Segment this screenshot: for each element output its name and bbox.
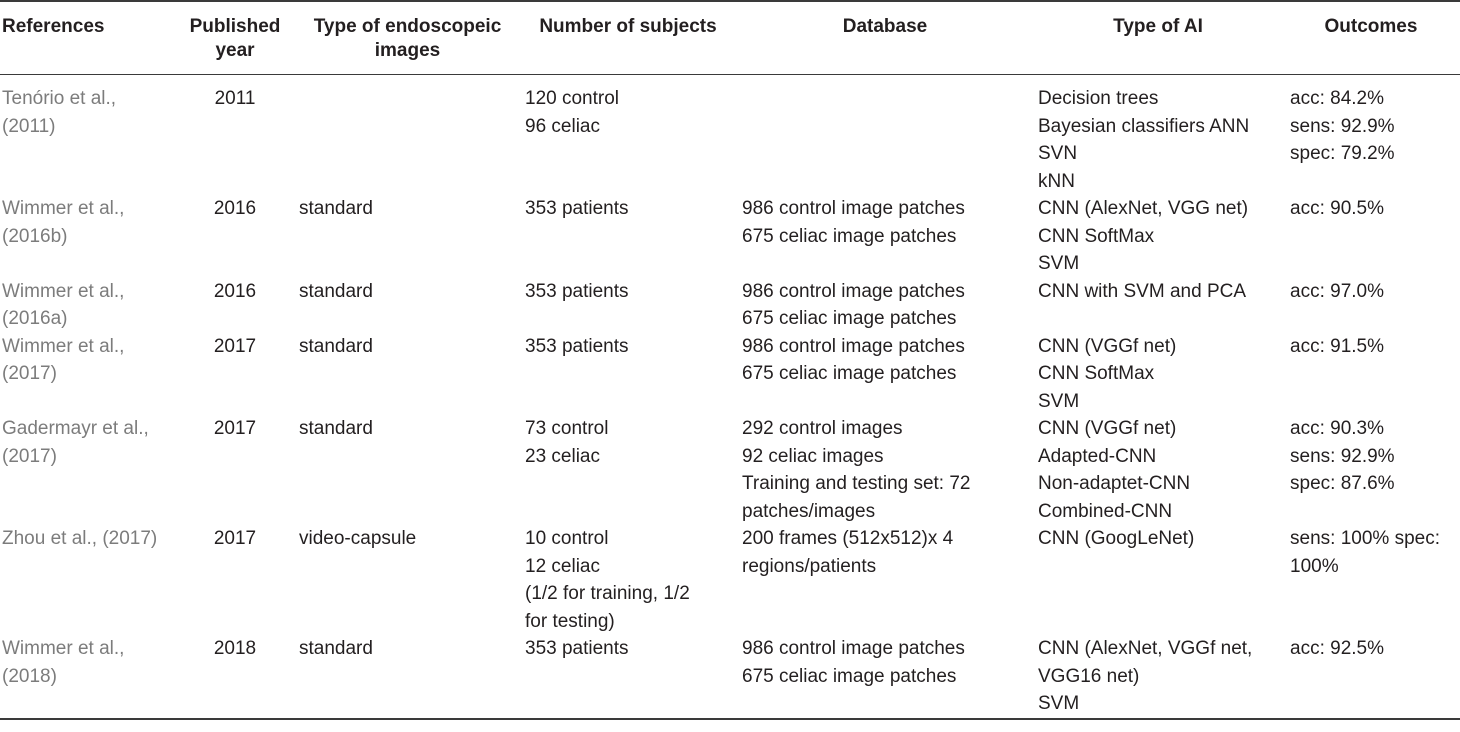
cell-reference (0, 278, 175, 333)
cell-database-line: 986 control image patches (742, 280, 965, 302)
cell-type-of-ai-line: CNN (VGGf net) (1038, 335, 1177, 357)
cell-outcomes-line: sens: 92.9% (1290, 115, 1395, 137)
table-row (0, 278, 1460, 333)
cell-outcomes-line: acc: 84.2% (1290, 88, 1384, 109)
header-type-of-images-line: images (374, 40, 441, 61)
cell-type-of-ai-line: CNN SoftMax (1038, 225, 1155, 247)
cell-type-of-ai-line: kNN (1038, 170, 1075, 192)
cell-type-of-ai-line: VGG16 net) (1038, 665, 1140, 687)
cell-outcomes-line: spec: 79.2% (1290, 143, 1395, 164)
cell-database-line: 200 frames (512x512)x 4 (742, 528, 954, 549)
cell-number-of-subjects-line: 96 celiac (525, 115, 600, 137)
cell-outcomes-line: sens: 100% spec: (1290, 528, 1440, 549)
cell-outcomes (1282, 333, 1460, 416)
cell-outcomes-line: spec: 87.6% (1290, 473, 1395, 494)
cell-image-type (295, 635, 520, 719)
cell-database-line: 292 control images (742, 418, 903, 439)
cell-outcomes (1282, 525, 1460, 635)
cell-reference-line: (2018) (2, 665, 57, 687)
cell-type-of-ai-line: CNN (AlexNet, VGGf net, (1038, 638, 1253, 659)
cell-reference-line: (2017) (2, 445, 57, 467)
cell-number-of-subjects (520, 415, 736, 525)
table-row (0, 415, 1460, 525)
cell-database-line: regions/patients (742, 555, 877, 577)
cell-reference-line: Zhou et al., (2017) (2, 528, 158, 549)
cell-outcomes-line: acc: 90.5% (1290, 198, 1384, 219)
cell-type-of-ai-line: CNN SoftMax (1038, 363, 1155, 384)
header-published-year-line: Published (189, 16, 281, 37)
table-body (0, 75, 1460, 719)
cell-number-of-subjects (520, 635, 736, 719)
cell-number-of-subjects-line: for testing) (525, 610, 615, 632)
cell-image-type (295, 278, 520, 333)
cell-outcomes-line: 100% (1290, 555, 1339, 577)
cell-type-of-ai (1034, 75, 1282, 196)
cell-number-of-subjects-line: 23 celiac (525, 445, 600, 467)
header-number-of-subjects: Number of subjects (539, 16, 717, 37)
cell-database-line: 986 control image patches (742, 335, 965, 357)
cell-image-type (295, 415, 520, 525)
cell-type-of-ai (1034, 635, 1282, 719)
cell-image-type-line: standard (299, 638, 373, 659)
cell-published-year: 2016 (213, 280, 257, 302)
cell-type-of-ai-line: SVM (1038, 253, 1080, 274)
cell-database-line: 986 control image patches (742, 638, 965, 659)
cell-number-of-subjects-line: 12 celiac (525, 555, 600, 577)
cell-number-of-subjects-line: 353 patients (525, 198, 629, 219)
cell-image-type (295, 333, 520, 416)
cell-outcomes-line: acc: 97.0% (1290, 280, 1384, 302)
cell-outcomes-line: acc: 92.5% (1290, 638, 1384, 659)
cell-reference-line: Wimmer et al., (2, 638, 125, 659)
cell-database (736, 635, 1034, 719)
cell-type-of-ai-line: SVM (1038, 390, 1080, 412)
cell-outcomes-line: sens: 92.9% (1290, 445, 1395, 467)
cell-type-of-ai-line: SVN (1038, 143, 1078, 164)
cell-image-type-line: standard (299, 280, 373, 302)
cell-published-year: 2017 (213, 418, 257, 439)
table-row (0, 635, 1460, 719)
cell-outcomes (1282, 75, 1460, 196)
cell-number-of-subjects (520, 525, 736, 635)
cell-type-of-ai (1034, 195, 1282, 278)
cell-type-of-ai-line: Decision trees (1038, 88, 1159, 109)
cell-number-of-subjects (520, 75, 736, 196)
cell-number-of-subjects-line: 73 control (525, 418, 609, 439)
cell-published-year: 2016 (213, 198, 257, 219)
cell-database-line: 92 celiac images (742, 445, 884, 467)
cell-type-of-ai-line: CNN (VGGf net) (1038, 418, 1177, 439)
cell-type-of-ai-line: Non-adaptet-CNN (1038, 473, 1191, 494)
cell-database (736, 75, 1034, 196)
cell-database-line: Training and testing set: 72 (742, 473, 971, 494)
cell-reference-line: (2016a) (2, 308, 68, 329)
cell-number-of-subjects-line: 353 patients (525, 638, 629, 659)
table-row (0, 525, 1460, 635)
cell-number-of-subjects (520, 333, 736, 416)
cell-published-year: 2017 (213, 335, 257, 357)
cell-type-of-ai-line: Adapted-CNN (1038, 445, 1157, 467)
cell-reference (0, 525, 175, 635)
header-outcomes: Outcomes (1324, 16, 1418, 37)
table-row (0, 75, 1460, 196)
cell-number-of-subjects-line: 353 patients (525, 280, 629, 302)
cell-reference (0, 415, 175, 525)
cell-outcomes-line: acc: 90.3% (1290, 418, 1384, 439)
cell-reference (0, 75, 175, 196)
cell-number-of-subjects-line: 120 control (525, 88, 620, 109)
cell-type-of-ai (1034, 415, 1282, 525)
cell-image-type (295, 75, 520, 196)
cell-database-line: 986 control image patches (742, 198, 965, 219)
cell-number-of-subjects (520, 278, 736, 333)
cell-reference-line: Tenório et al., (2, 88, 117, 109)
table-row (0, 195, 1460, 278)
cell-reference-line: Wimmer et al., (2, 335, 125, 357)
cell-database (736, 415, 1034, 525)
table-row (0, 333, 1460, 416)
header-references: References (2, 16, 105, 37)
cell-database-line: 675 celiac image patches (742, 363, 957, 384)
cell-reference (0, 195, 175, 278)
cell-reference-line: Wimmer et al., (2, 280, 125, 302)
cell-type-of-ai (1034, 333, 1282, 416)
cell-database-line: patches/images (742, 500, 876, 522)
cell-reference-line: (2016b) (2, 225, 68, 247)
table-header (0, 1, 1460, 75)
cell-type-of-ai-line: SVM (1038, 693, 1080, 714)
cell-published-year: 2011 (214, 88, 256, 109)
cell-reference-line: (2017) (2, 363, 57, 384)
cell-number-of-subjects-line: 10 control (525, 528, 609, 549)
cell-published-year: 2018 (213, 638, 257, 659)
cell-published-year: 2017 (213, 528, 257, 549)
cell-image-type-line: video-capsule (299, 528, 417, 549)
cell-outcomes-line: acc: 91.5% (1290, 335, 1384, 357)
cell-outcomes (1282, 635, 1460, 719)
cell-reference-line: Gadermayr et al., (2, 418, 149, 439)
cell-image-type-line: standard (299, 418, 373, 439)
cell-image-type (295, 525, 520, 635)
cell-reference (0, 333, 175, 416)
cell-database-line: 675 celiac image patches (742, 225, 957, 247)
cell-type-of-ai (1034, 278, 1282, 333)
cell-database (736, 525, 1034, 635)
cell-database-line: 675 celiac image patches (742, 665, 957, 687)
cell-type-of-ai-line: CNN (GoogLeNet) (1038, 528, 1195, 549)
cell-type-of-ai (1034, 525, 1282, 635)
cell-number-of-subjects-line: (1/2 for training, 1/2 (525, 583, 690, 604)
cell-type-of-ai-line: CNN with SVM and PCA (1038, 280, 1247, 302)
cell-database (736, 278, 1034, 333)
cell-number-of-subjects (520, 195, 736, 278)
cell-image-type (295, 195, 520, 278)
header-type-of-images-line: Type of endoscopeic (313, 16, 502, 37)
cell-database (736, 195, 1034, 278)
header-type-of-ai: Type of AI (1113, 16, 1203, 37)
cell-reference-line: (2011) (2, 115, 56, 137)
header-published-year-line: year (215, 40, 255, 61)
cell-database (736, 333, 1034, 416)
cell-reference (0, 635, 175, 719)
header-database: Database (842, 16, 928, 37)
cell-database-line: 675 celiac image patches (742, 308, 957, 329)
header-published-year (175, 1, 295, 75)
cell-outcomes (1282, 278, 1460, 333)
cell-outcomes (1282, 415, 1460, 525)
cell-image-type-line: standard (299, 335, 373, 357)
cell-outcomes (1282, 195, 1460, 278)
cell-type-of-ai-line: CNN (AlexNet, VGG net) (1038, 198, 1249, 219)
cell-reference-line: Wimmer et al., (2, 198, 125, 219)
cell-number-of-subjects-line: 353 patients (525, 335, 629, 357)
cell-type-of-ai-line: Combined-CNN (1038, 500, 1173, 522)
header-type-of-images (295, 1, 520, 75)
cell-type-of-ai-line: Bayesian classifiers ANN (1038, 115, 1250, 137)
cell-image-type-line: standard (299, 198, 373, 219)
